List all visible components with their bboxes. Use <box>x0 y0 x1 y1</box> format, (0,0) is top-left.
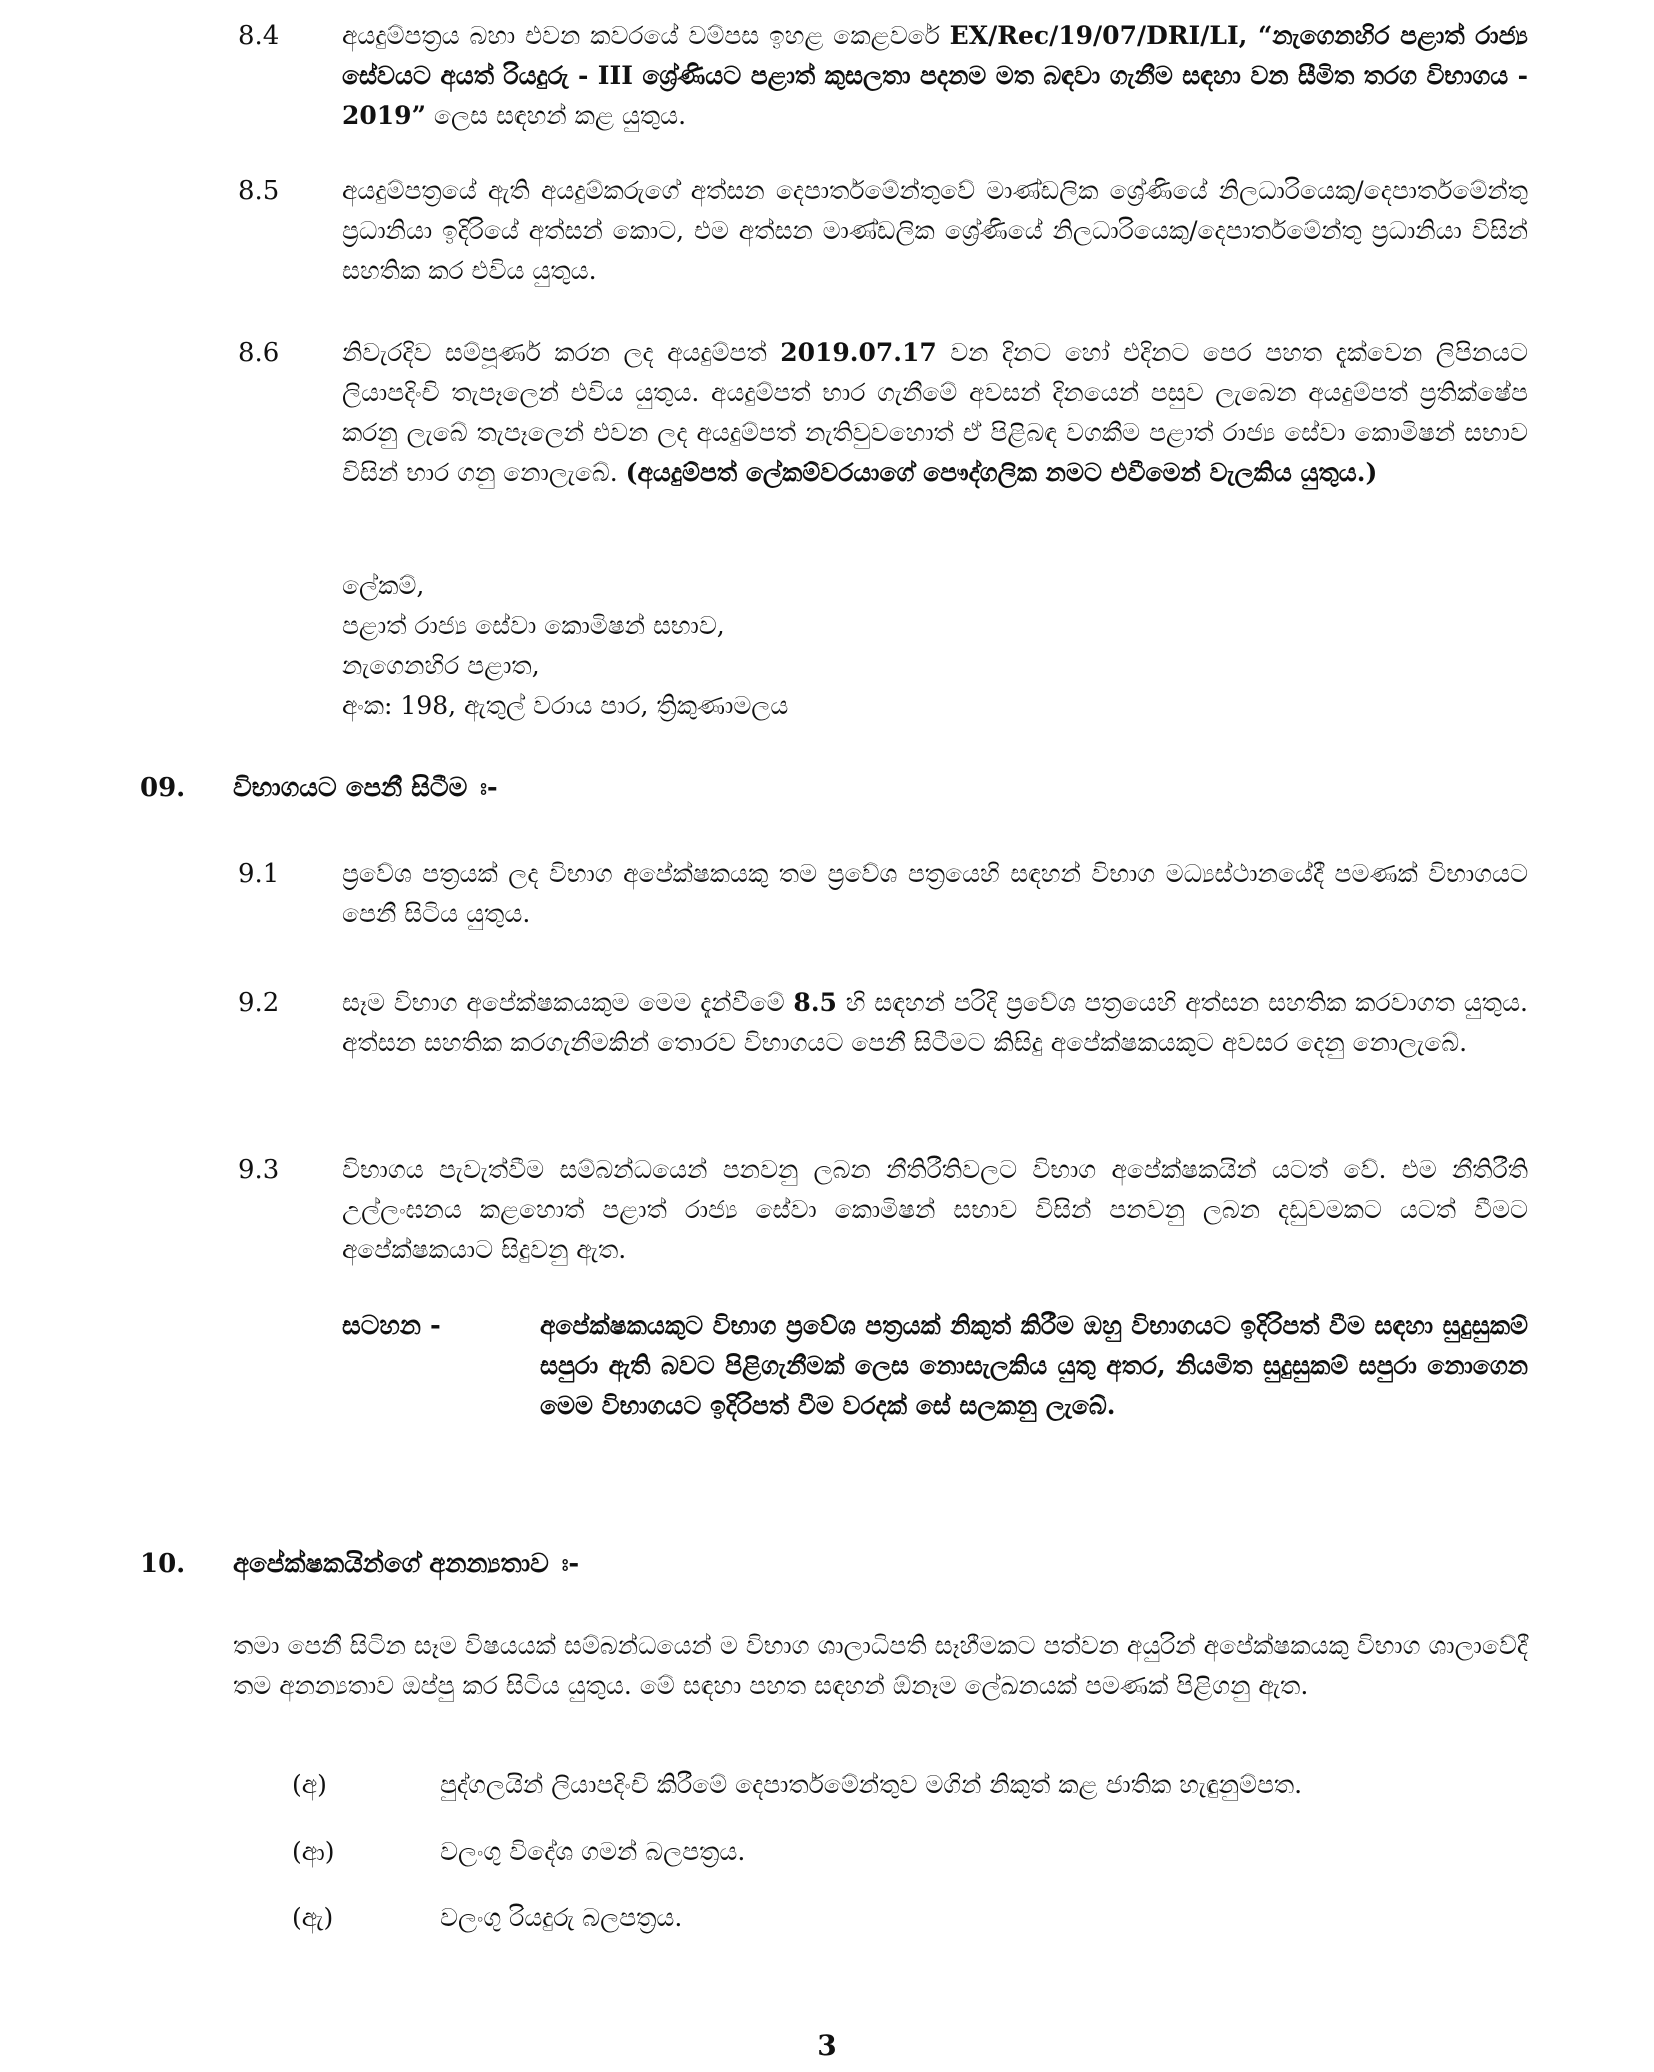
item-8-4-text <box>342 16 1528 136</box>
section-title-10: අපේක්ෂකයින්ගේ අනන්‍යතාව ඃ- <box>233 1549 580 1579</box>
note-text: අපේක්ෂකයකුට විභාග ප්‍රවේශ පත්‍රයක් නිකුත් කිරීම ඔහු විභාගයට ඉදිරිපත් වීම සඳහා සුදුසුකම් සපුරා ඇති බවට පිළිගැනීමක් ලෙස නොසැලකිය යුතු අතර, නියමිත සුදුසුකම් සපුරා නොගෙන මෙම විභාගයට ඉදිරිපත් වීම වරදක් සේ සලකනු ලැබේ. <box>540 1311 1528 1420</box>
list-label-a: (අ) <box>292 1770 327 1799</box>
item-8-6-text-d: (අයදුම්පත් ලේකම්වරයාගේ පෞද්ගලික නමට එවීමෙන් වැලකිය යුතුය.) <box>625 458 1378 487</box>
item-9-3-text: විභාගය පැවැත්වීම සම්බන්ධයෙන් පනවනු ලබන නීතිරීතිවලට විභාග අපේක්ෂකයින් යටත් වේ. එම නීතිරීති උල්ලංඝනය කළහොත් පළාත් රාජ්‍ය සේවා කොමිෂන් සභාව විසින් පනවනු ලබන දඩුවමකට යටත් වීමට අපේක්ෂකයාට සිදුවනු ඇත. <box>342 1155 1528 1264</box>
item-9-2-ref: 8.5 <box>793 988 837 1017</box>
item-number-9-2: 9.2 <box>238 988 280 1018</box>
postal-address <box>342 566 1528 726</box>
address-line-2: පළාත් රාජ්‍ය සේවා කොමිෂන් සභාව, <box>342 611 725 640</box>
address-line-3: නැගෙනහිර පළාත, <box>342 651 540 680</box>
section-10-intro: තමා පෙනී සිටින සෑම විෂයයක් සම්බන්ධයෙන් ම විභාග ශාලාධිපති සෑහීමකට පත්වන අයුරින් අපේක්ෂකයකු විභාග ශාලාවේදී තම අනන්‍යතාව ඔප්පු කර සිටිය යුතුය. මේ සඳහා පහත සඳහන් ඕනෑම ලේඛනයක් පමණක් පිළිගනු ඇත. <box>233 1631 1528 1700</box>
item-8-4-text-a: අයදුම්පත්‍රය බහා එවන කවරයේ වම්පස ඉහළ කෙළවරේ <box>342 21 950 50</box>
item-8-6-deadline-date: 2019.07.17 <box>780 338 937 367</box>
section-number-10: 10. <box>140 1549 186 1579</box>
list-item-a: පුද්ගලයින් ලියාපදිංචි කිරීමේ දෙපාර්තමේන්තුව මගින් නිකුත් කළ ජාතික හැඳුනුම්පත. <box>440 1770 1303 1799</box>
address-line-4: අංක: 198, ඇතුල් වරාය පාර, ත්‍රිකුණාමලය <box>342 691 789 720</box>
address-line-1: ලේකම්, <box>342 571 425 600</box>
item-9-2-text-a: සෑම විභාග අපේක්ෂකයකුම මෙම දැන්වීමේ <box>342 988 794 1017</box>
item-8-6-text-c: වන දිනට හෝ එදිනට පෙර පහත දැක්වෙන ලිපිනයට ලියාපදිංචි තැපෑලෙන් එවිය යුතුය. අයදුම්පත් භාර ගැනීමේ අවසන් දිනයෙන් පසුව ලැබෙන අයදුම්පත් ප්‍රතික්ෂේප කරනු ලැබේ තැපෑලෙන් එවන ලද අයදුම්පත් නැතිවුවහොත් ඒ පිළිබඳ වගකීම පළාත් රාජ්‍ය සේවා කොමිෂන් සභාව විසින් භාර ගනු නොලැබේ. <box>342 338 1528 487</box>
item-number-9-1: 9.1 <box>238 859 280 889</box>
item-8-4-text-b: EX/Rec/19/07/DRI/LI, “නැගෙනහිර පළාත් රාජ්‍ය සේවයට අයත් රියදුරු - III ශ්‍රේණියට පළාත් කුසලතා පදනම මත බඳවා ගැනීම සඳහා වන සීමිත තරග විභාගය - 2019” <box>342 21 1528 130</box>
item-8-4-text-c: ලෙස සඳහන් කළ යුතුය. <box>425 101 687 130</box>
section-number-09: 09. <box>140 773 186 803</box>
section-title-09: විභාගයට පෙනී සිටීම ඃ- <box>233 773 498 803</box>
list-item-ae: වලංගු රියදුරු බලපත්‍රය. <box>440 1903 683 1932</box>
item-9-2-text-c: හි සඳහන් පරිදි ප්‍රවේශ පත්‍රයෙහි අත්සන සහතික කරවාගත යුතුය. අත්සන සහතික කරගැනීමකින් තොරව විභාගයට පෙනී සිටීමට කිසිදු අපේක්ෂකයකුට අවසර දෙනු නොලැබේ. <box>342 988 1528 1057</box>
item-number-9-3: 9.3 <box>238 1155 280 1185</box>
page-number: 3 <box>817 2029 837 2062</box>
item-8-6-text <box>342 333 1528 493</box>
item-8-6-text-a: නිවැරදිව සම්පූර්ණ කරන ලද අයදුම්පත් <box>342 338 781 367</box>
item-number-8-4: 8.4 <box>238 21 280 51</box>
item-9-2-text <box>342 983 1528 1063</box>
list-item-aa: වලංගු විදේශ ගමන් බලපත්‍රය. <box>440 1837 746 1866</box>
note-label: සටහන - <box>342 1311 441 1341</box>
item-8-5-text: අයදුම්පත්‍රයේ ඇති අයදුම්කරුගේ අත්සන දෙපාර්තමේන්තුවේ මාණ්ඩලික ශ්‍රේණියේ නිලධාරියෙකු/දෙපාර්තමේන්තු ප්‍රධානියා ඉදිරියේ අත්සන් කොට, එම අත්සන මාණ්ඩලික ශ්‍රේණියේ නිලධාරියෙකු/දෙපාර්තමේන්තු ප්‍රධානියා විසින් සහතික කර එවිය යුතුය. <box>342 176 1528 285</box>
item-number-8-6: 8.6 <box>238 338 280 368</box>
item-9-1-text: ප්‍රවේශ පත්‍රයක් ලද විභාග අපේක්ෂකයකු තම ප්‍රවේශ පත්‍රයෙහි සඳහන් විභාග මධ්‍යස්ථානයේදී පමණක් විභාගයට පෙනී සිටිය යුතුය. <box>342 859 1528 928</box>
list-label-ae: (ඇ) <box>292 1903 334 1932</box>
list-label-aa: (ආ) <box>292 1837 335 1866</box>
item-number-8-5: 8.5 <box>238 176 280 206</box>
